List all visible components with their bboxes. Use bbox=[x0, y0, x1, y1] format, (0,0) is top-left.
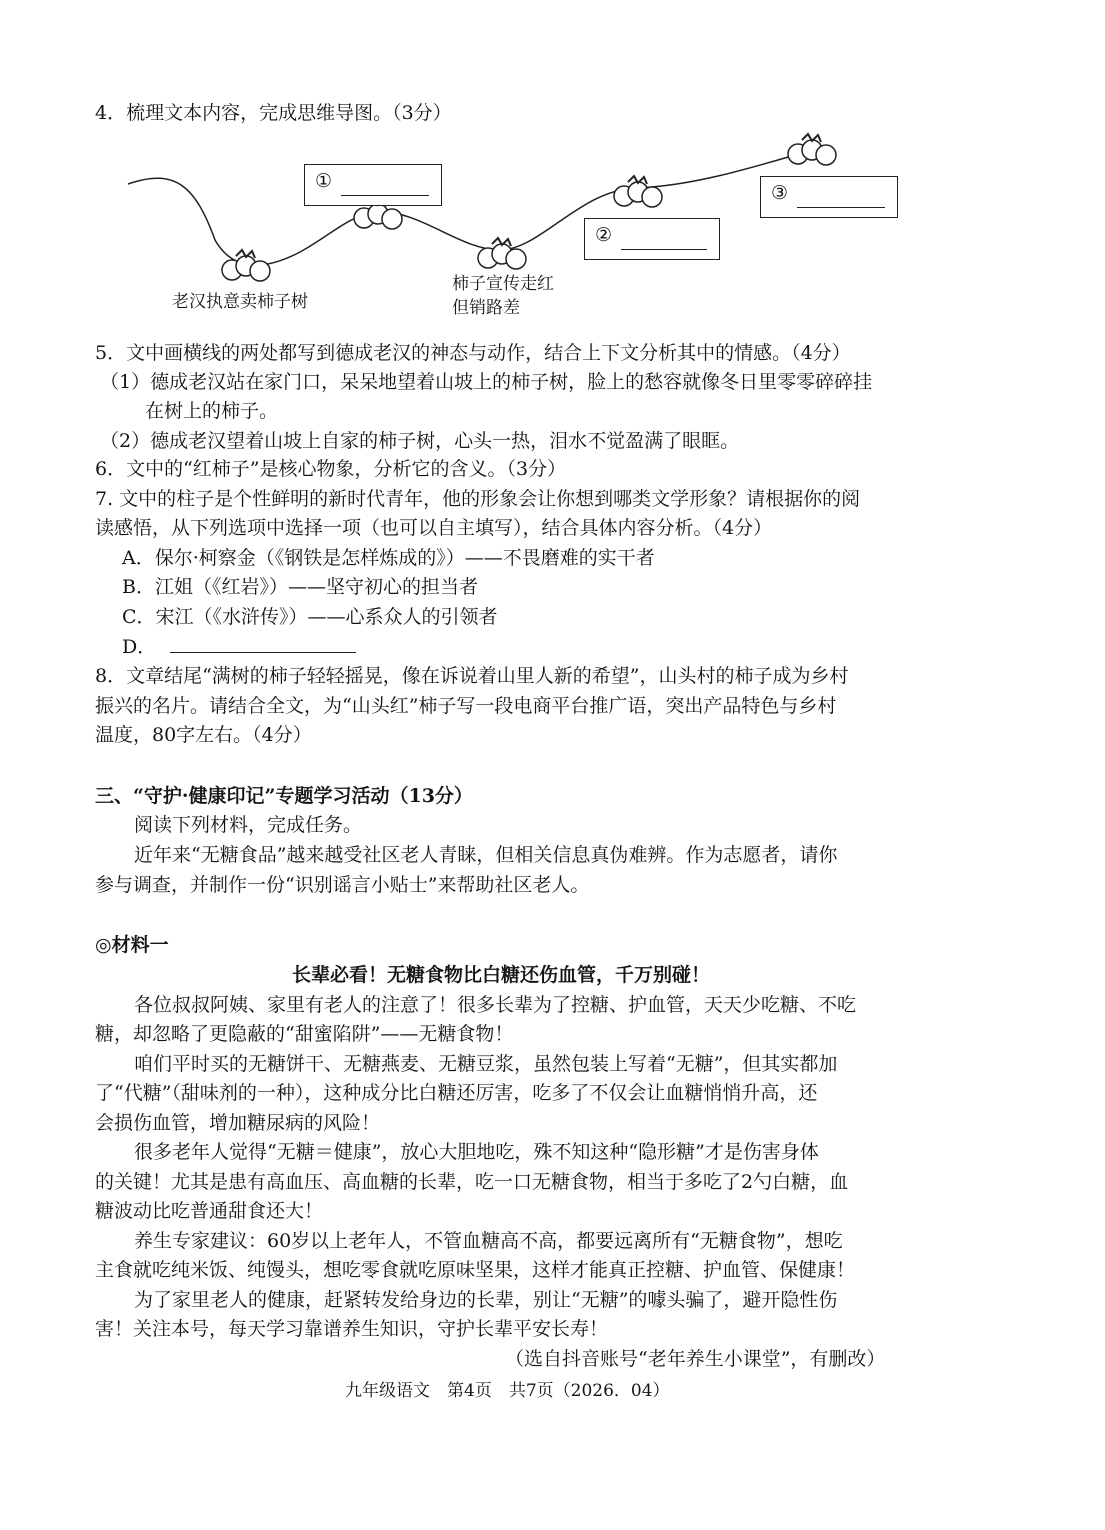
persimmon-cluster-icon bbox=[218, 244, 274, 284]
q7-option-c: C．宋江（《水浒传》）——心系众人的引领者 bbox=[122, 606, 498, 628]
blank-3-number: ③ bbox=[771, 182, 789, 204]
mind-map-blank-1[interactable] bbox=[304, 164, 442, 206]
material-1-p3-line-1: 很多老年人觉得“无糖＝健康”，放心大胆地吃，殊不知这种“隐形糖”才是伤害身体 bbox=[134, 1141, 819, 1163]
q4-stem: 4．梳理文本内容，完成思维导图。（3分） bbox=[95, 102, 452, 124]
q7-stem-line-2: 读感悟，从下列选项中选择一项（也可以自主填写），结合具体内容分析。（4分） bbox=[95, 517, 773, 539]
q5-item-1-line-2: 在树上的柿子。 bbox=[145, 400, 279, 422]
persimmon-cluster-icon bbox=[610, 170, 666, 210]
q5-item-1-line-1: （1）德成老汉站在家门口，呆呆地望着山坡上的柿子树，脸上的愁容就像冬日里零零碎碎挂 bbox=[100, 371, 873, 393]
q7-option-d-label: D． bbox=[122, 636, 157, 658]
mind-map-blank-3[interactable] bbox=[760, 176, 898, 218]
q7-stem-line-1: 7. 文中的柱子是个性鲜明的新时代青年，他的形象会让你想到哪类文学形象？请根据你的阅 bbox=[95, 488, 861, 510]
q7-option-d-blank[interactable] bbox=[170, 634, 356, 653]
material-1-p2-line-2: 了“代糖”（甜味剂的一种），这种成分比白糖还厉害，吃多了不仅会让血糖悄悄升高，还 bbox=[95, 1082, 818, 1104]
material-1-p5-line-2: 害！关注本号，每天学习靠谱养生知识，守护长辈平安长寿！ bbox=[95, 1318, 609, 1340]
mind-map-node-1-label: 老汉执意卖柿子树 bbox=[172, 292, 308, 312]
blank-2-number: ② bbox=[595, 224, 613, 246]
q8-line-1: 8．文章结尾“满树的柿子轻轻摇晃，像在诉说着山里人新的希望”，山头村的柿子成为乡村 bbox=[95, 665, 849, 687]
persimmon-cluster-icon bbox=[474, 232, 530, 272]
material-1-title: 长辈必看！无糖食物比白糖还伤血管，千万别碰！ bbox=[292, 964, 711, 986]
material-1-p1-line-2: 糖，却忽略了更隐蔽的“甜蜜陷阱”——无糖食物！ bbox=[95, 1023, 514, 1045]
q7-option-d[interactable] bbox=[122, 634, 356, 660]
mind-map-node-3-label-line2: 但销路差 bbox=[452, 298, 520, 318]
blank-1-number: ① bbox=[315, 170, 333, 192]
q6-stem: 6．文中的“红柿子”是核心物象，分析它的含义。（3分） bbox=[95, 458, 567, 480]
material-1-p4-line-1: 养生专家建议：60岁以上老年人，不管血糖高不高，都要远离所有“无糖食物”，想吃 bbox=[134, 1230, 843, 1252]
material-1-p5-line-1: 为了家里老人的健康，赶紧转发给身边的长辈，别让“无糖”的噱头骗了，避开隐性伤 bbox=[134, 1289, 838, 1311]
q8-line-2: 振兴的名片。请结合全文，为“山头红”柿子写一段电商平台推广语，突出产品特色与乡村 bbox=[95, 695, 837, 717]
material-1-source: （选自抖音账号“老年养生小课堂”，有删改） bbox=[505, 1348, 886, 1370]
material-1-p3-line-2: 的关键！尤其是患有高血压、高血糖的长辈，吃一口无糖食物，相当于多吃了2勺白糖，血 bbox=[95, 1171, 849, 1193]
q5-stem: 5．文中画横线的两处都写到德成老汉的神态与动作，结合上下文分析其中的情感。（4分） bbox=[95, 342, 851, 364]
material-1-label: ◎材料一 bbox=[95, 934, 169, 956]
material-1-p3-line-3: 糖波动比吃普通甜食还大！ bbox=[95, 1200, 324, 1222]
persimmon-cluster-icon bbox=[784, 128, 840, 168]
material-1-p2-line-3: 会损伤血管，增加糖尿病的风险！ bbox=[95, 1112, 381, 1134]
section-3-intro-2-line-2: 参与调查，并制作一份“识别谣言小贴士”来帮助社区老人。 bbox=[95, 874, 590, 896]
q5-item-2: （2）德成老汉望着山坡上自家的柿子树，心头一热，泪水不觉盈满了眼眶。 bbox=[100, 430, 740, 452]
q7-option-b: B．江姐（《红岩》）——坚守初心的担当者 bbox=[122, 576, 478, 598]
section-3-intro-1: 阅读下列材料，完成任务。 bbox=[134, 814, 363, 836]
section-3-intro-2-line-1: 近年来“无糖食品”越来越受社区老人青睐，但相关信息真伪难辨。作为志愿者，请你 bbox=[134, 844, 838, 866]
q8-line-3: 温度，80字左右。（4分） bbox=[95, 724, 312, 746]
material-1-p1-line-1: 各位叔叔阿姨、家里有老人的注意了！很多长辈为了控糖、护血管，天天少吃糖、不吃 bbox=[134, 994, 857, 1016]
q7-option-a: A．保尔·柯察金（《钢铁是怎样炼成的》）——不畏磨难的实干者 bbox=[122, 547, 655, 569]
material-1-p4-line-2: 主食就吃纯米饭、纯馒头，想吃零食就吃原味坚果，这样才能真正控糖、护血管、保健康！ bbox=[95, 1259, 856, 1281]
material-1-p2-line-1: 咱们平时买的无糖饼干、无糖燕麦、无糖豆浆，虽然包装上写着“无糖”，但其实都加 bbox=[134, 1053, 838, 1075]
mind-map-node-3-label-line1: 柿子宣传走红 bbox=[452, 274, 554, 294]
mind-map-blank-2[interactable] bbox=[584, 218, 720, 260]
page-footer: 九年级语文 第4页 共7页（2026．04） bbox=[345, 1381, 670, 1401]
section-3-title: 三、“守护·健康印记”专题学习活动（13分） bbox=[95, 785, 473, 807]
